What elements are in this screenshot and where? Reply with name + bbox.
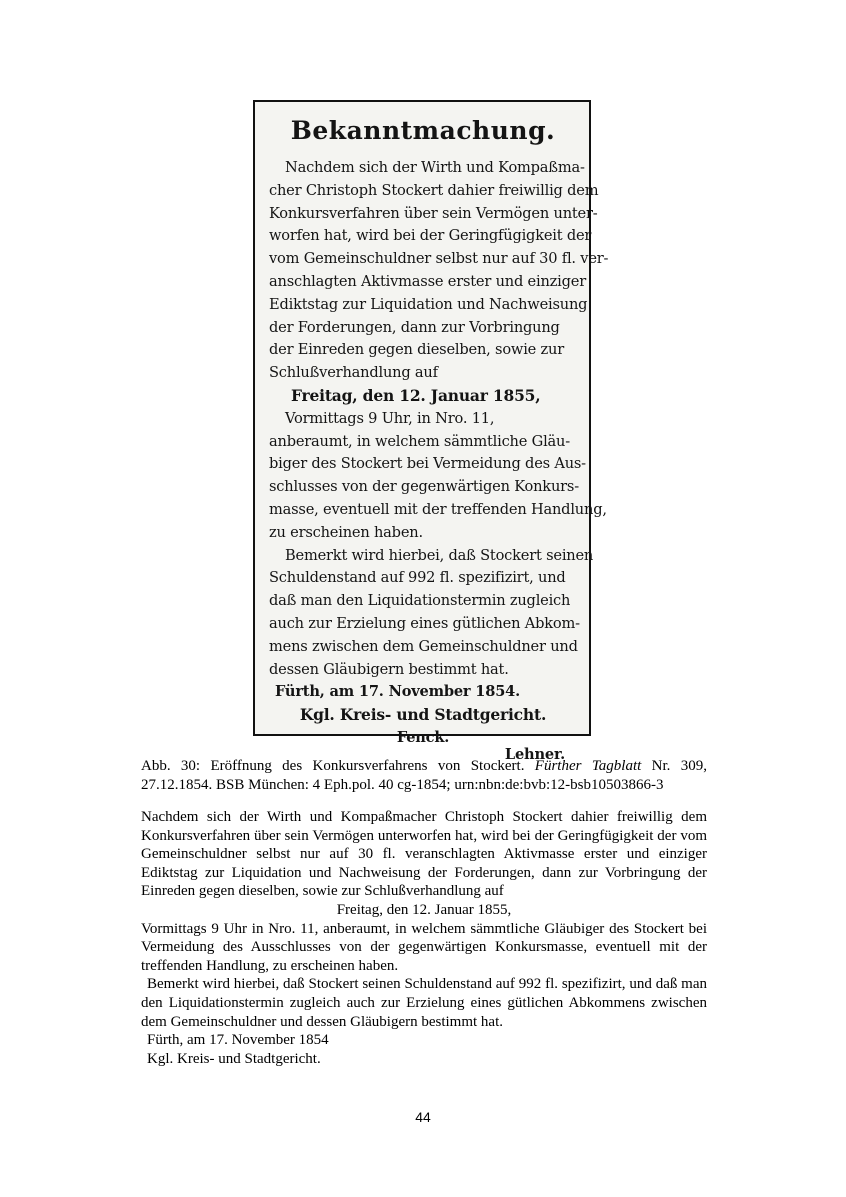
transcription bbox=[141, 808, 707, 1068]
clipping-line: der Forderungen, dann zur Vorbringung bbox=[269, 318, 560, 336]
transcription-court: Kgl. Kreis- und Stadtgericht. bbox=[147, 1050, 321, 1067]
clipping-date-line: Freitag, den 12. Januar 1855, bbox=[291, 385, 541, 405]
clipping-line: auch zur Erzielung eines gütlichen Abkom- bbox=[269, 614, 580, 632]
newspaper-clipping bbox=[253, 100, 609, 763]
transcription-place-date: Fürth, am 17. November 1854 bbox=[147, 1032, 329, 1049]
clipping-line: masse, eventuell mit der treffenden Handlung, bbox=[269, 500, 607, 518]
caption-suffix: Nr. 309, 27.12.1854. BSB München: 4 Eph.pol. 40 cg-1854; urn:nbn:de:bvb:12-bsb10503866-3 bbox=[141, 758, 707, 793]
clipping-line: Ediktstag zur Liquidation und Nachweisung bbox=[269, 295, 588, 313]
clipping-line: Bemerkt wird hierbei, daß Stockert seinen bbox=[285, 546, 594, 564]
clipping-line: Schuldenstand auf 992 fl. spezifizirt, und bbox=[269, 569, 566, 587]
caption-prefix: Abb. 30: Eröffnung des Konkursverfahrens von Stockert. bbox=[141, 758, 535, 774]
clipping-line: vom Gemeinschuldner selbst nur auf 30 fl. ver- bbox=[269, 250, 609, 268]
figure-caption bbox=[141, 757, 707, 795]
clipping-line: anschlagten Aktivmasse erster und einziger bbox=[269, 272, 586, 290]
clipping-place-date: Fürth, am 17. November 1854. bbox=[275, 683, 521, 701]
clipping-signer-fenck: Fenck. bbox=[396, 728, 450, 746]
clipping-line: Vormittags 9 Uhr, in Nro. 11, bbox=[285, 409, 495, 427]
clipping-line: mens zwischen dem Gemeinschuldner und bbox=[269, 637, 578, 655]
clipping-line: Nachdem sich der Wirth und Kompaßma- bbox=[285, 159, 585, 176]
clipping-line: dessen Gläubigern bestimmt hat. bbox=[269, 660, 509, 678]
transcription-date: Freitag, den 12. Januar 1855, bbox=[336, 901, 512, 918]
clipping-line: worfen hat, wird bei der Geringfügigkeit der bbox=[269, 227, 592, 245]
clipping-court: Kgl. Kreis- und Stadtgericht. bbox=[299, 705, 547, 725]
clipping-line: daß man den Liquidationstermin zugleich bbox=[269, 592, 571, 610]
clipping-line: biger des Stockert bei Vermeidung des Aus- bbox=[269, 455, 586, 473]
clipping-line: zu erscheinen haben. bbox=[269, 523, 423, 541]
clipping-line: der Einreden gegen dieselben, sowie zur bbox=[269, 341, 565, 359]
transcription-paragraph-1: Nachdem sich der Wirth und Kompaßmacher Christoph Stockert dahier freiwillig dem Konkursverfahren über sein Vermögen unterworfen hat, wird bei der Geringfügigkeit der vom Gemeinschuldner selbst nur auf 30 fl. veranschlagten Aktivmasse erster und einziger Ediktstag zur Liquidation und Nachweisung der Forderungen, dann zur Vorbringung der Einreden gegen dieselben, sowie zur Schlußverhandlung auf bbox=[141, 809, 707, 900]
clipping-line: Schlußverhandlung auf bbox=[269, 364, 438, 382]
clipping-line: anberaumt, in welchem sämmtliche Gläu- bbox=[269, 432, 570, 450]
clipping-line: schlusses von der gegenwärtigen Konkurs- bbox=[269, 478, 579, 496]
clipping-headline: Bekanntmachung. bbox=[290, 116, 556, 145]
caption-source-title: Fürther Tagblatt bbox=[534, 758, 642, 774]
transcription-paragraph-3: Bemerkt wird hierbei, daß Stockert seinen Schuldenstand auf 992 fl. spezifizirt, und daß man den Liquidationstermin zugleich auch zur Erzielung eines gütlichen Abkommens zwischen dem Gemeinschuldner und dessen Gläubigern bestimmt hat. bbox=[141, 976, 707, 1030]
clipping-line: Konkursverfahren über sein Vermögen unter- bbox=[269, 204, 598, 222]
clipping-line: cher Christoph Stockert dahier freiwillig dem bbox=[269, 181, 599, 199]
clipping-signer-lehner: Lehner. bbox=[504, 745, 565, 763]
transcription-paragraph-2: Vormittags 9 Uhr in Nro. 11, anberaumt, in welchem sämmtliche Gläubiger des Stockert bei Vermeidung des Ausschlusses von der gegenwärtigen Konkursmasse, eventuell mit der treffenden Handlung, zu erscheinen haben. bbox=[141, 920, 707, 974]
page-number: 44 bbox=[415, 1109, 431, 1125]
